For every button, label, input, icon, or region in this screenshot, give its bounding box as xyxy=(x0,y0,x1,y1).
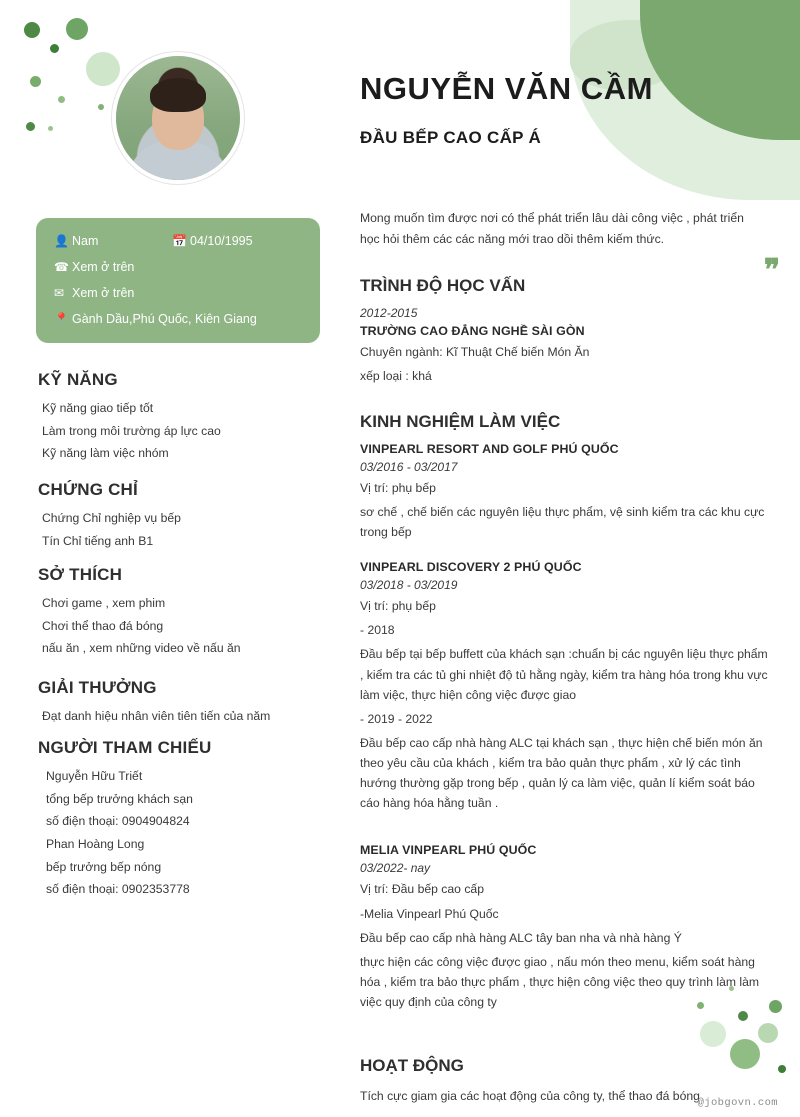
awards-item: Đạt danh hiệu nhân viên tiên tiến của năm xyxy=(42,709,271,723)
spacer xyxy=(360,817,780,843)
certificates-item: Tín Chỉ tiếng anh B1 xyxy=(42,533,154,548)
location-pin-icon: 📍 xyxy=(54,312,69,327)
contact-email-value: Xem ở trên xyxy=(72,286,135,300)
right-column xyxy=(360,0,780,1110)
experience-date: 03/2018 - 03/2019 xyxy=(360,578,458,593)
activities-line: Tích cực giam gia các hoạt động của công ty, thể thao đá bóng xyxy=(360,1089,700,1104)
contact-phone-value: Xem ở trên xyxy=(72,260,135,274)
section-title-references: NGƯỜI THAM CHIẾU xyxy=(38,738,212,757)
avatar-hair xyxy=(150,78,206,112)
section-skills xyxy=(38,370,328,468)
section-title-skills: KỸ NĂNG xyxy=(38,370,118,389)
hobbies-item: Chơi thể thao đá bóng xyxy=(42,618,164,633)
experience-item xyxy=(360,843,780,1012)
experience-date: 03/2022- nay xyxy=(360,861,431,876)
contact-birthdate xyxy=(172,234,302,249)
contact-card xyxy=(36,218,320,343)
hobbies-item: nấu ăn , xem những video về nấu ăn xyxy=(42,641,241,656)
job-title: ĐẦU BẾP CAO CẤP Á xyxy=(360,128,542,148)
contact-address xyxy=(54,312,302,327)
section-title-activities: HOẠT ĐỘNG xyxy=(360,1056,464,1076)
section-certificates xyxy=(38,480,328,555)
contact-gender xyxy=(54,234,172,249)
experience-line: sơ chế , chế biến các nguyên liệu thực phẩm, vệ sinh kiểm tra các khu cực trong bếp xyxy=(360,504,765,540)
page-title: NGUYỄN VĂN CẦM xyxy=(360,71,653,106)
references-item: số điện thoại: 0904904824 xyxy=(46,814,190,829)
experience-date: 03/2016 - 03/2017 xyxy=(360,459,458,474)
hobbies-item: Chơi game , xem phim xyxy=(42,596,166,610)
education-date: 2012-2015 xyxy=(360,305,418,320)
left-column xyxy=(0,0,340,1117)
experience-item xyxy=(360,442,780,542)
experience-line: Đầu bếp cao cấp nhà hàng ALC tây ban nha và nhà hàng Ý xyxy=(360,930,682,945)
section-references xyxy=(38,738,328,904)
phone-icon: ☎ xyxy=(54,260,69,275)
experience-line: thực hiện các công việc được giao , nấu món theo menu, kiểm soát hàng hóa , kiểm tra bảo thực phẩm , thực hiện công việc theo quy trình làm làm việc quy định của công ty xyxy=(360,954,760,1010)
avatar xyxy=(112,52,244,184)
contact-birthdate-value: 04/10/1995 xyxy=(190,234,253,248)
education-line: Chuyên ngành: Kĩ Thuật Chế biến Món Ăn xyxy=(360,344,590,359)
quote-mark-icon: ❞ xyxy=(763,254,780,287)
references-item: Nguyễn Hữu Triết xyxy=(46,769,143,783)
experience-line: Đầu bếp cao cấp nhà hàng ALC tại khách sạn , thực hiện chế biến món ăn theo yêu cầu của khách , kiểm tra bảo quản thực phẩm , xử lý các tình hướng thường gặp trong bếp , quản lý ca làm việc, quản lí kiểm soát báo cáo hàng hóa hằng tuần . xyxy=(360,735,763,811)
contact-address-value: Gành Dầu,Phú Quốc, Kiên Giang xyxy=(72,312,257,326)
section-hobbies xyxy=(38,565,328,663)
contact-phone[interactable] xyxy=(54,260,302,275)
experience-line: Đầu bếp tại bếp buffett của khách sạn :chuẩn bị các nguyên liệu thực phẩm , kiểm tra các tủ ghi nhiệt độ tủ hằng ngày, kiểm tra hàng hóa trong khu vực làm việc, thực hiện công việc được giao xyxy=(360,647,768,702)
section-title-awards: GIẢI THƯỞNG xyxy=(38,678,157,697)
references-item: số điện thoại: 0902353778 xyxy=(46,882,190,897)
contact-gender-value: Nam xyxy=(72,234,99,248)
calendar-icon: 📅 xyxy=(172,234,187,249)
watermark: @jobgovn.com xyxy=(697,1097,778,1109)
certificates-item: Chứng Chỉ nghiệp vụ bếp xyxy=(42,511,181,525)
references-item: tổng bếp trưởng khách sạn xyxy=(46,791,193,806)
experience-org: VINPEARL DISCOVERY 2 PHÚ QUỐC xyxy=(360,560,582,575)
education-line: xếp loại : khá xyxy=(360,368,432,383)
contact-top-row xyxy=(54,234,302,260)
experience-line: Vị trí: phụ bếp xyxy=(360,599,436,614)
section-title-certificates: CHỨNG CHỈ xyxy=(38,480,138,499)
experience-item xyxy=(360,560,780,813)
experience-line: Vị trí: phụ bếp xyxy=(360,480,436,495)
skills-item: Kỹ năng giao tiếp tốt xyxy=(42,401,154,415)
education-school: TRƯỜNG CAO ĐẲNG NGHỀ SÀI GÒN xyxy=(360,323,585,338)
person-icon: 👤 xyxy=(54,234,69,249)
skills-item: Kỹ năng làm việc nhóm xyxy=(42,446,169,461)
section-title-education: TRÌNH ĐỘ HỌC VẤN xyxy=(360,275,526,295)
profile-summary: Mong muốn tìm được nơi có thể phát triển lâu dài công việc , phát triển học hỏi thêm các các năng mới trao dồi thêm kiếm thức. xyxy=(360,211,744,246)
mail-icon: ✉ xyxy=(54,286,65,301)
contact-email[interactable] xyxy=(54,286,302,301)
experience-line: -Melia Vinpearl Phú Quốc xyxy=(360,906,499,921)
spacer xyxy=(360,546,780,560)
experience-org: MELIA VINPEARL PHÚ QUỐC xyxy=(360,843,537,858)
skills-item: Làm trong môi trường áp lực cao xyxy=(42,423,221,438)
references-item: bếp trưởng bếp nóng xyxy=(46,859,162,874)
experience-line: Vị trí: Đầu bếp cao cấp xyxy=(360,882,484,897)
section-title-hobbies: SỞ THÍCH xyxy=(38,565,123,584)
avatar-photo xyxy=(116,56,240,180)
section-title-experience: KINH NGHIỆM LÀM VIỆC xyxy=(360,411,561,431)
experience-org: VINPEARL RESORT AND GOLF PHÚ QUỐC xyxy=(360,441,619,456)
section-awards xyxy=(38,678,328,731)
references-item: Phan Hoàng Long xyxy=(46,837,145,852)
experience-line: - 2018 xyxy=(360,623,395,638)
experience-line: - 2019 - 2022 xyxy=(360,711,433,726)
